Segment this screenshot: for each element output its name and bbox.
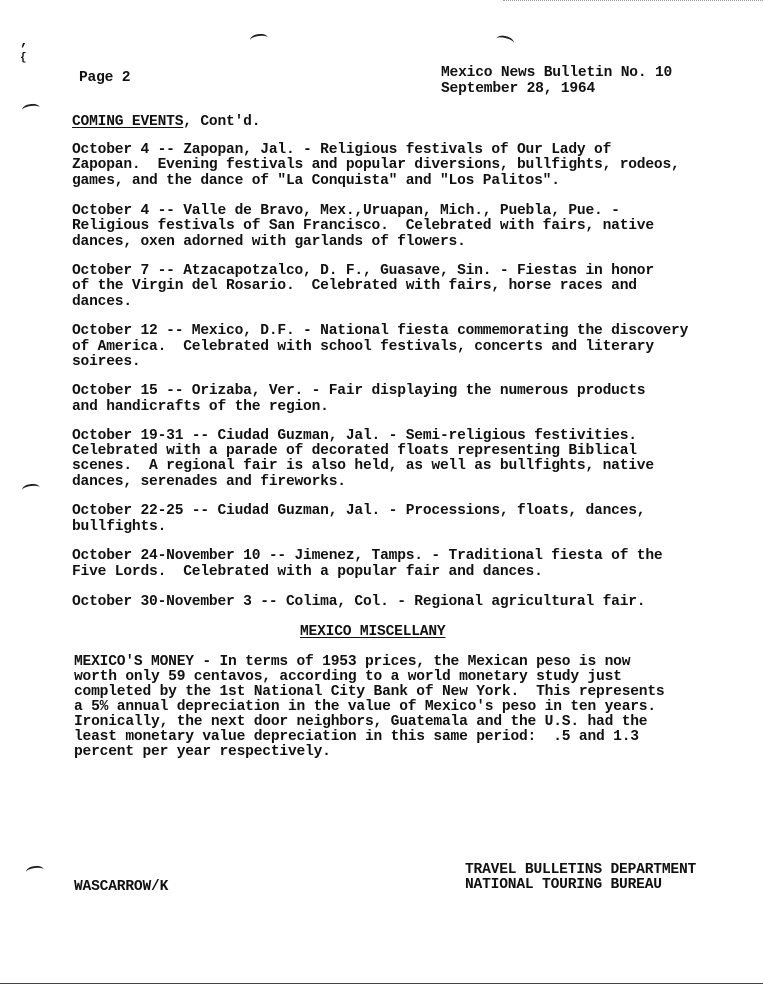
page-bottom-edge: [0, 983, 763, 984]
section-heading: [72, 115, 260, 130]
event-line: October 4 -- Zapopan, Jal. - Religious festivals of Our Lady of: [72, 142, 612, 158]
scan-mark: [25, 865, 44, 877]
scan-mark: [21, 103, 40, 115]
scan-mark: [495, 34, 515, 48]
section-title-suffix: , Cont'd.: [183, 114, 261, 130]
event-line: Five Lords. Celebrated with a popular fair and dances.: [72, 564, 543, 580]
scan-mark: ,: [20, 34, 29, 50]
page-number: Page 2: [79, 70, 131, 86]
bulletin-date: September 28, 1964: [441, 81, 596, 97]
event-line: dances.: [72, 294, 132, 310]
event-line: October 15 -- Orizaba, Ver. - Fair displaying the numerous products: [72, 383, 646, 399]
paragraph-line: least monetary value depreciation in this same period: .5 and 1.3: [74, 729, 639, 745]
event-line: October 24-November 10 -- Jimenez, Tamps. - Traditional fiesta of the: [72, 548, 663, 564]
event-line: scenes. A regional fair is also held, as well as bullfights, native: [72, 458, 654, 474]
event-line: October 4 -- Valle de Bravo, Mex.,Uruapan, Mich., Puebla, Pue. -: [72, 203, 620, 219]
event-line: of America. Celebrated with school festivals, concerts and literary: [72, 339, 654, 355]
event-line: bullfights.: [72, 519, 167, 535]
event-line: dances, oxen adorned with garlands of flowers.: [72, 234, 466, 250]
event-line: October 12 -- Mexico, D.F. - National fiesta commemorating the discovery: [72, 323, 689, 339]
bulletin-title: Mexico News Bulletin No. 10: [441, 65, 673, 81]
event-line: soirees.: [72, 354, 141, 370]
footer-bureau: NATIONAL TOURING BUREAU: [465, 877, 662, 893]
section-title: MEXICO MISCELLANY: [300, 624, 446, 640]
event-line: October 19-31 -- Ciudad Guzman, Jal. - Semi-religious festivities.: [72, 428, 637, 444]
scan-mark: {: [20, 52, 27, 64]
event-line: Zapopan. Evening festivals and popular diversions, bullfights, rodeos,: [72, 157, 680, 173]
paragraph-line: worth only 59 centavos, according to a world monetary study just: [74, 669, 622, 685]
scan-dotted-line: [503, 0, 763, 3]
footer-initials: WASCARROW/K: [74, 879, 169, 895]
scan-mark: [21, 483, 40, 495]
paragraph-line: Ironically, the next door neighbors, Guatemala and the U.S. had the: [74, 714, 648, 730]
event-line: of the Virgin del Rosario. Celebrated with fairs, horse races and: [72, 278, 637, 294]
section-title: COMING EVENTS: [72, 114, 184, 130]
event-line: Celebrated with a parade of decorated floats representing Biblical: [72, 443, 637, 459]
event-line: and handicrafts of the region.: [72, 399, 329, 415]
footer-department: TRAVEL BULLETINS DEPARTMENT: [465, 862, 697, 878]
paragraph-line: a 5% annual depreciation in the value of Mexico's peso in ten years.: [74, 699, 656, 715]
event-line: October 7 -- Atzacapotzalco, D. F., Guasave, Sin. - Fiestas in honor: [72, 263, 654, 279]
event-line: dances, serenades and fireworks.: [72, 474, 346, 490]
event-line: games, and the dance of "La Conquista" and "Los Palitos".: [72, 173, 560, 189]
event-line: October 22-25 -- Ciudad Guzman, Jal. - Processions, floats, dances,: [72, 503, 646, 519]
event-line: Religious festivals of San Francisco. Celebrated with fairs, native: [72, 218, 654, 234]
paragraph-line: percent per year respectively.: [74, 744, 331, 760]
paragraph-line: completed by the 1st National City Bank of New York. This represents: [74, 684, 665, 700]
paragraph-line: MEXICO'S MONEY - In terms of 1953 prices, the Mexican peso is now: [74, 654, 631, 670]
event-line: October 30-November 3 -- Colima, Col. - Regional agricultural fair.: [72, 594, 646, 610]
scan-mark: [249, 33, 268, 45]
